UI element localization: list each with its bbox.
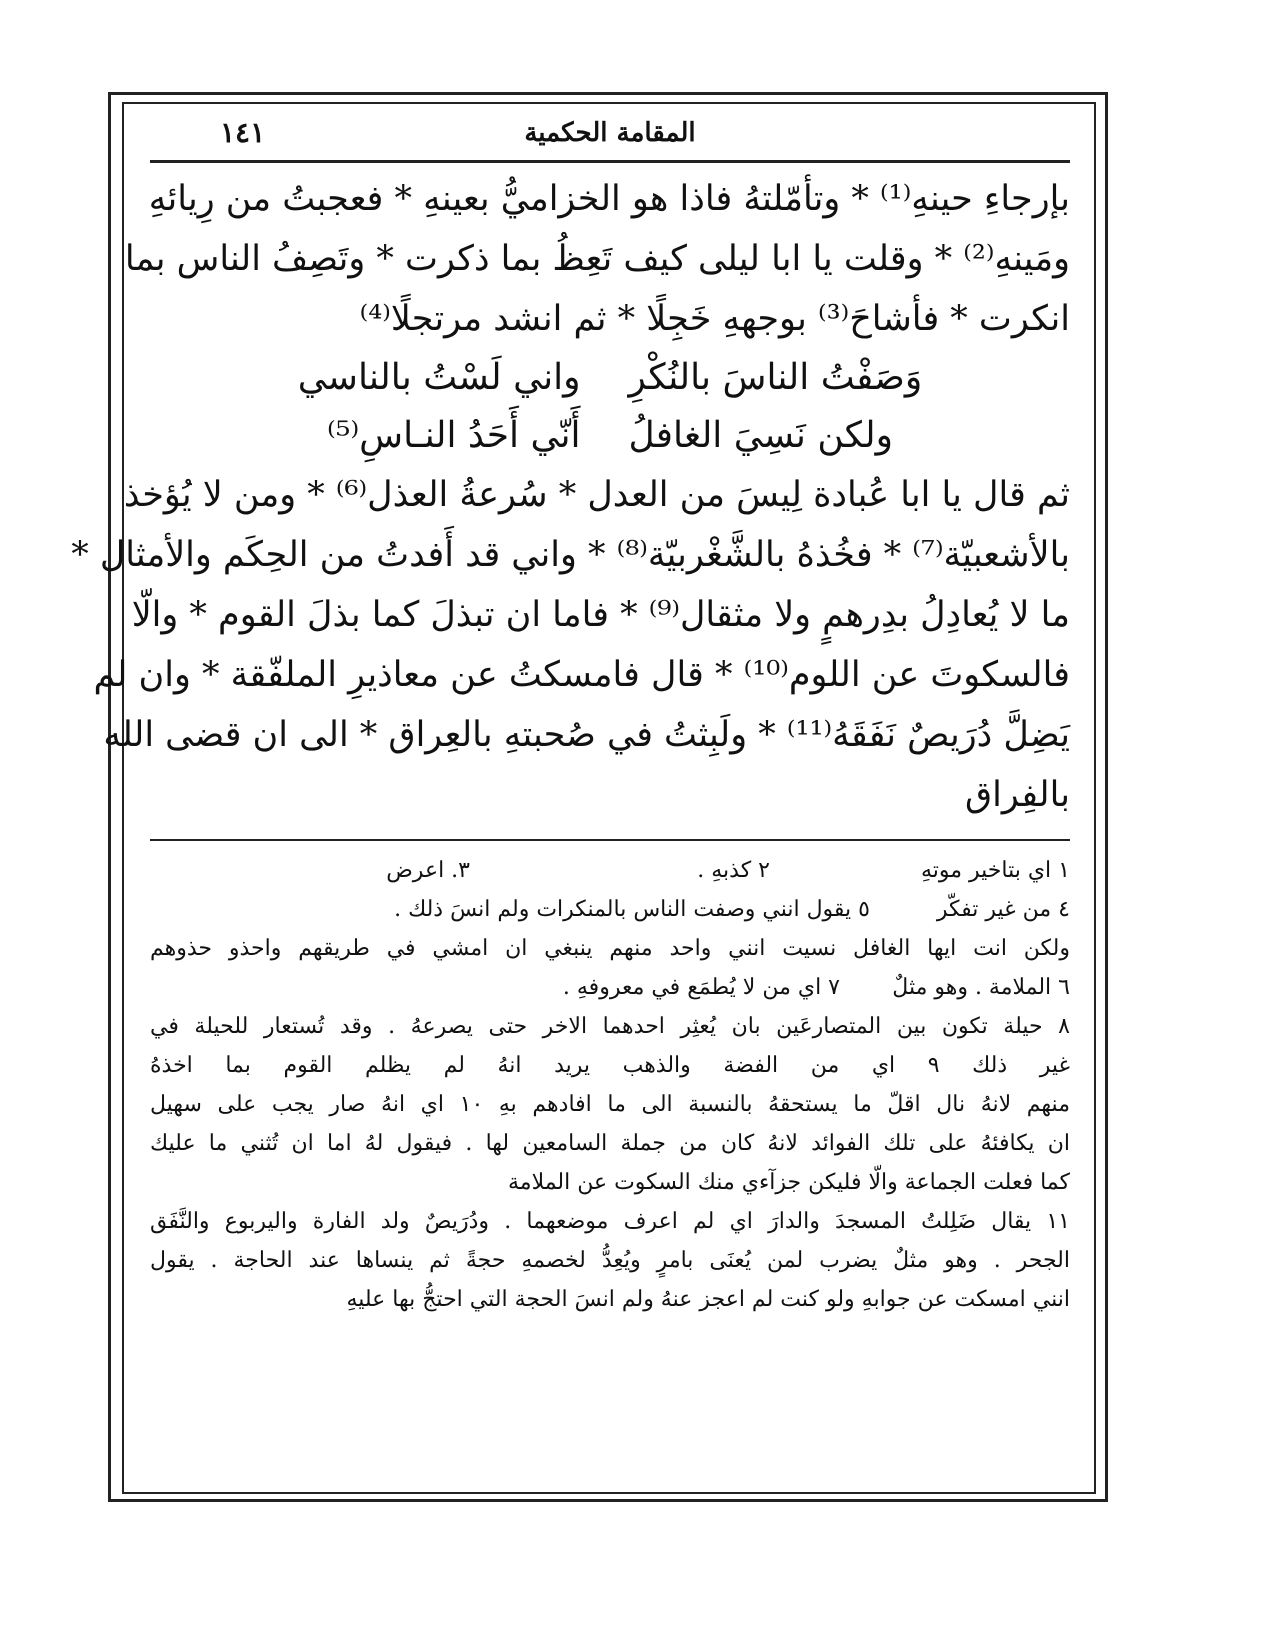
verse-line — [150, 407, 1070, 465]
body-line: ومَينهِ⁽²⁾ * وقلت يا ابا ليلى كيف تَعِظُ بما ذكرت * وتَصِفُ الناس بما — [124, 239, 1070, 279]
footnotes-rule — [150, 839, 1070, 841]
body-text — [71, 169, 1070, 825]
footnote: ٥ يقول انني وصفت الناس بالمنكرات ولم انسَ ذلك . — [394, 897, 870, 922]
footnote-row — [150, 890, 1070, 929]
footnote-row — [150, 851, 1070, 890]
footnote-line: الجحر . وهو مثلٌ يضرب لمن يُعنَى بامرٍ ويُعِدُّ لخصمهِ حجةً ثم ينساها عند الحاجة . يقول — [150, 1248, 1070, 1273]
footnote-line: ولكن انت ايها الغافل نسيت انني واحد منهم ينبغي ان امشي في طريقهم واحذو حذوهم — [150, 936, 1070, 961]
footnote-line: ان يكافئهُ على تلك الفوائد لانهُ كان من جملة السامعين لها . فيقول لهُ اما ان تُثني ما عليك — [150, 1131, 1070, 1156]
body-line: انكرت * فأشاحَ⁽³⁾ بوجههِ خَجِلًا * ثم انشد مرتجلًا⁽⁴⁾ — [359, 299, 1070, 339]
footnote: ٢ كذبهِ . — [697, 858, 770, 883]
body-line: ثم قال يا ابا عُبادة لِيسَ من العدل * سُرعةُ العذل⁽⁶⁾ * ومن لا يُؤخذ — [123, 475, 1070, 515]
book-page — [71, 108, 1070, 1488]
body-line: بإرجاءِ حينهِ⁽¹⁾ * وتأمّلتهُ فاذا هو الخزاميُّ بعينهِ * فعجبتُ من رِيائهِ — [148, 179, 1070, 219]
footnote-line: ٨ حيلة تكون بين المتصارعَين بان يُعثِر احدهما الاخر حتى يصرعهُ . وقد تُستعار للحيلة في — [150, 1014, 1070, 1039]
footnote-line: كما فعلت الجماعة والّا فليكن جزآءي منك السكوت عن الملامة — [508, 1170, 1070, 1195]
running-header — [150, 108, 1070, 160]
verse-second-hemistich: واني لَسْتُ بالناسي — [297, 357, 581, 398]
body-line: بالفِراق — [965, 775, 1070, 815]
verse-second-hemistich: أَنّي أَحَدُ النـاسِ⁽⁵⁾ — [327, 415, 581, 456]
verse-first-hemistich: ولكن نَسِيَ الغافلُ — [628, 415, 893, 456]
header-rule — [150, 160, 1070, 163]
body-line: بالأشعبيّة⁽⁷⁾ * فخُذهُ بالشَّغْربيّة⁽⁸⁾ * واني قد أَفدتُ من الحِكَم والأمثال * — [71, 535, 1070, 575]
footnote: ١ اي بتاخير موتهِ — [920, 858, 1070, 883]
footnote: ٦ الملامة . وهو مثلٌ — [892, 975, 1070, 1000]
footnote-line: ١١ يقال ضَلِلتُ المسجدَ والدارَ اي لم اعرف موضعهما . ودُرَيصٌ ولد الفارة واليربوع والنَّفَق — [150, 1209, 1070, 1234]
footnote-line: انني امسكت عن جوابهِ ولو كنت لم اعجز عنهُ ولم انسَ الحجة التي احتجُّ بها عليهِ — [346, 1287, 1070, 1312]
running-title: المقامة الحكمية — [524, 118, 696, 148]
footnote: ٤ من غير تفكّر — [936, 897, 1070, 922]
body-line: ما لا يُعادِلُ بدِرهمٍ ولا مثقال⁽⁹⁾ * فاما ان تبذلَ كما بذلَ القوم * والّا — [131, 595, 1070, 635]
body-line: يَضِلَّ دُرَيصٌ نَفَقَهُ⁽¹¹⁾ * ولَبِثتُ في صُحبتهِ بالعِراق * الى ان قضى الله — [103, 715, 1070, 755]
verse-line — [150, 349, 1070, 407]
footnote: ٧ اي من لا يُطمَع في معروفهِ . — [562, 975, 840, 1000]
footnote-line: منهم لانهُ نال اقلّ ما يستحقهُ بالنسبة الى ما افادهم بهِ ١٠ اي انهُ صار يجب على سهيل — [150, 1092, 1070, 1117]
page-number: ١٤١ — [220, 116, 266, 149]
footnote: ٣. اعرض — [386, 858, 470, 883]
body-line: فالسكوتَ عن اللوم⁽¹⁰⁾ * قال فامسكتُ عن معاذيرِ الملفّقة * وان لم — [93, 655, 1070, 695]
verse-first-hemistich: وَصَفْتُ الناسَ بالنُكْرِ — [628, 357, 923, 398]
footnote-row — [150, 968, 1070, 1007]
footnotes — [150, 851, 1070, 1319]
footnote-line: غير ذلك ٩ اي من الفضة والذهب يريد انهُ لم يظلم القوم بما اخذهُ — [150, 1053, 1070, 1078]
